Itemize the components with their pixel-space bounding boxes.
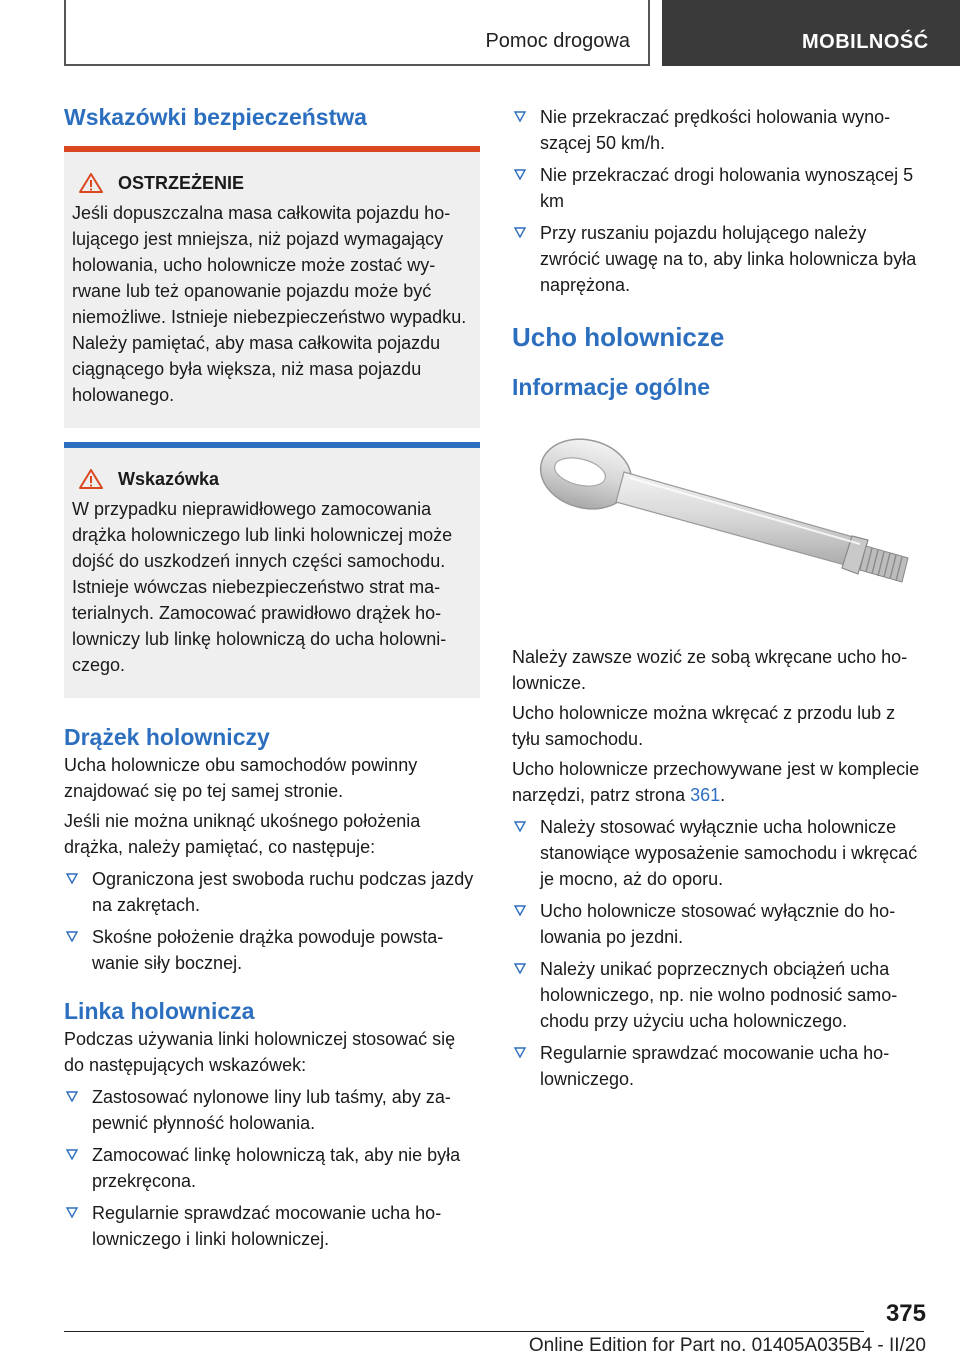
notice-title: Wskazówka: [118, 468, 220, 489]
warning-triangle-icon: [78, 468, 104, 490]
warning-box: [64, 146, 480, 428]
page-reference-link[interactable]: 361: [690, 785, 721, 805]
left-column: [64, 100, 480, 1258]
triangle-bullet-icon: [66, 1207, 78, 1219]
right-column: [512, 104, 928, 1098]
triangle-bullet-icon: [514, 963, 526, 975]
list-item: Skośne położenie drążka powoduje powstawanie siły bocznej.: [64, 924, 480, 976]
warning-text: Jeśli dopuszczalna masa całkowita pojazdu holującego jest mniejsza, niż pojazd wymagający holowania, ucho holownicze może zostać wyrwane lub też opanowanie pojazdu może być niemożliwe. Istnieje niebezpieczeństwo wypadku. Należy pamiętać, aby masa całkowita pojazdu ciągnącego była większa, niż masa pojazdu holowanego.: [72, 203, 467, 405]
warning-triangle-icon: [78, 172, 104, 194]
list-item: Zamocować linkę holowniczą tak, aby nie była przekręcona.: [64, 1142, 480, 1194]
towing-rules-list: [512, 104, 928, 298]
triangle-bullet-icon: [514, 227, 526, 239]
warning-title: OSTRZEŻENIE: [118, 172, 245, 193]
list-item: Regularnie sprawdzać mocowanie ucha holowniczego.: [512, 1040, 928, 1092]
notice-title-row: [72, 468, 472, 490]
warning-title-row: [72, 172, 472, 194]
tow-eye-illustration: [512, 422, 928, 622]
notice-text: W przypadku nieprawidłowego zamocowania drążka holowniczego lub linki holowniczej może dojść do uszkodzeń innych części samochodu. Istnieje wówczas niebezpieczeństwo strat materialnych. Zamocować prawidłowo drążek holowniczy lub linkę holowniczą do ucha holowniczego.: [72, 499, 453, 675]
notice-box: [64, 442, 480, 698]
header-section-box: [64, 0, 650, 66]
triangle-bullet-icon: [514, 169, 526, 181]
page-number: 375: [885, 1300, 926, 1327]
triangle-bullet-icon: [514, 905, 526, 917]
header-section-title: Pomoc drogowa: [485, 30, 630, 52]
list-item: Regularnie sprawdzać mocowanie ucha holowniczego i linki holowniczej.: [64, 1200, 480, 1252]
list-item: Ucho holownicze stosować wyłącznie do holowania po jezdni.: [512, 898, 928, 950]
list-item: Zastosować nylonowe liny lub taśmy, aby zapewnić płynność holowania.: [64, 1084, 480, 1136]
list-item: Ograniczona jest swoboda ruchu podczas jazdy na zakrętach.: [64, 866, 480, 918]
triangle-bullet-icon: [66, 873, 78, 885]
ucho-heading: Ucho holownicze: [512, 322, 725, 352]
ucho-paragraph-1: Należy zawsze wozić ze sobą wkręcane ucho holownicze.: [512, 647, 908, 693]
drazek-paragraph-1: Ucha holownicze obu samochodów powinny znajdować się po tej samej stronie.: [64, 755, 418, 801]
ucho-paragraph-2: Ucho holownicze można wkręcać z przodu lub z tyłu samochodu.: [512, 703, 896, 749]
header-chapter-tab: [662, 0, 960, 66]
header-chapter-title: MOBILNOŚĆ: [802, 31, 929, 53]
linka-list: [64, 1084, 480, 1252]
triangle-bullet-icon: [66, 1091, 78, 1103]
drazek-paragraph-2: Jeśli nie można uniknąć ukośnego położenia drążka, należy pamiętać, co następuje:: [64, 811, 421, 857]
triangle-bullet-icon: [514, 1047, 526, 1059]
safety-heading: Wskazówki bezpieczeństwa: [64, 104, 367, 130]
tow-eye-image: [512, 422, 928, 622]
drazek-list: [64, 866, 480, 976]
list-item: Należy unikać poprzecznych obciążeń ucha holowniczego, np. nie wolno podnosić samochodu przy użyciu ucha holowniczego.: [512, 956, 928, 1034]
triangle-bullet-icon: [514, 111, 526, 123]
list-item: Nie przekraczać drogi holowania wynoszącej 5 km: [512, 162, 928, 214]
drazek-heading: Drążek holowniczy: [64, 724, 270, 750]
info-heading: Informacje ogólne: [512, 374, 711, 400]
footer-edition: Online Edition for Part no. 01405A035B4 - II/20: [528, 1335, 926, 1356]
list-item: Przy ruszaniu pojazdu holującego należy zwrócić uwagę na to, aby linka holownicza była naprężona.: [512, 220, 928, 298]
triangle-bullet-icon: [66, 1149, 78, 1161]
list-item: Nie przekraczać prędkości holowania wynoszącej 50 km/h.: [512, 104, 928, 156]
ucho-paragraph-3: Ucho holownicze przechowywane jest w komplecie narzędzi, patrz strona 361.: [512, 759, 920, 805]
triangle-bullet-icon: [514, 821, 526, 833]
ucho-rules-list: [512, 814, 928, 1092]
page-header: [0, 0, 960, 66]
linka-paragraph-1: Podczas używania linki holowniczej stosować się do następujących wskazówek:: [64, 1029, 456, 1075]
list-item: Należy stosować wyłącznie ucha holownicze stanowiące wyposażenie samochodu i wkręcać je mocno, aż do oporu.: [512, 814, 928, 892]
footer-divider: [64, 1331, 864, 1332]
linka-heading: Linka holownicza: [64, 998, 255, 1024]
triangle-bullet-icon: [66, 931, 78, 943]
